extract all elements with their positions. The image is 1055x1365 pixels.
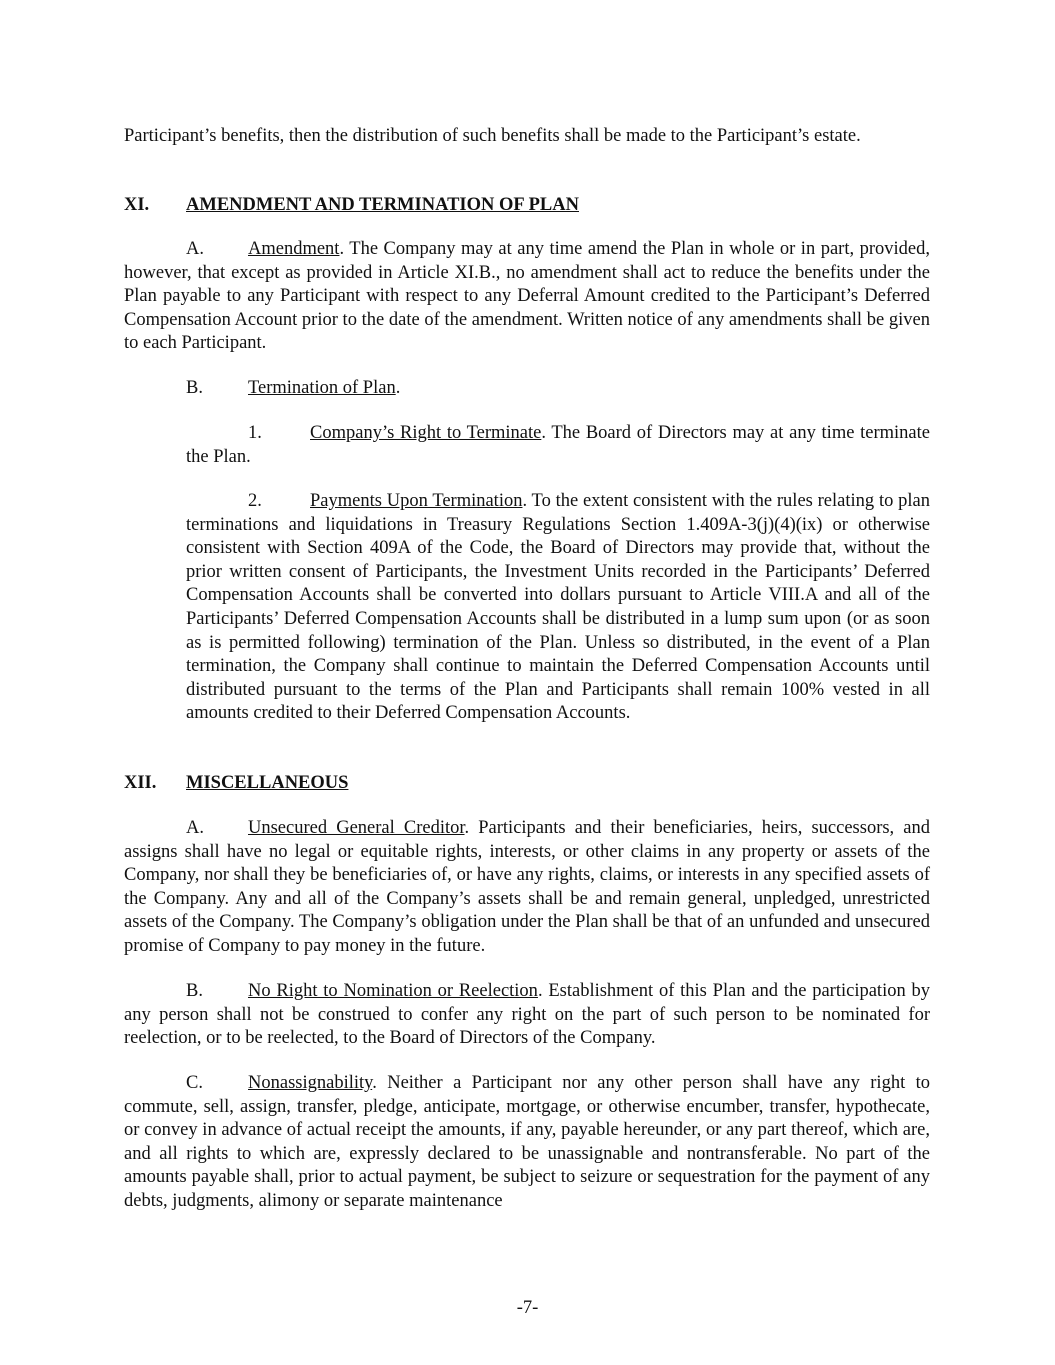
section-xi-b — [124, 377, 930, 401]
page-number: -7- — [516, 1298, 539, 1318]
continuation-text: Participant’s benefits, then the distribution of such benefits shall be made to the Participant’s estate. — [124, 126, 861, 146]
section-xi-a-heading: Amendment — [248, 239, 340, 259]
section-xi-b-heading: Termination of Plan — [248, 378, 396, 398]
section-xii-b — [124, 980, 930, 1051]
section-xi-b-2-label: 2. — [248, 491, 262, 511]
section-xi-b-1 — [186, 422, 930, 469]
section-xii-a-label: A. — [186, 818, 204, 838]
section-xi-b-1-label: 1. — [248, 423, 262, 443]
article-xi-number: XI. — [124, 195, 150, 215]
section-xi-a-label: A. — [186, 239, 204, 259]
section-xii-c-label: C. — [186, 1073, 203, 1093]
section-xii-c — [124, 1072, 930, 1214]
section-xi-b-2-heading: Payments Upon Termination — [310, 491, 523, 511]
section-xi-b-2-text: . To the extent consistent with the rules relating to plan terminations and liquidations in Treasury Regulations Section 1.409A-3(j)(4)(ix) or otherwise consistent with Section 409A of the Code, the Board of Directors may provide that, without the prior written consent of Participants, the Investment Units recorded in the Participants’ Deferred Compensation Accounts shall be converted into dollars pursuant to Article VIII.A and all of the Participants’ Deferred Compensation Accounts shall be distributed in a lump sum upon (or as soon as is permitted following) termination of the Plan. Unless so distributed, in the event of a Plan termination, the Company shall continue to maintain the Deferred Compensation Accounts until distributed pursuant to the terms of the Plan and Participants shall remain 100% vested in all amounts credited to their Deferred Compensation Accounts. — [186, 491, 930, 724]
section-xii-b-heading: No Right to Nomination or Reelection — [248, 981, 538, 1001]
section-xi-b-label: B. — [186, 378, 203, 398]
article-xii-title: MISCELLANEOUS — [186, 773, 349, 793]
section-xii-a-text: . Participants and their beneficiaries, heirs, successors, and assigns shall have no legal or equitable rights, interests, or other claims in any property or assets of the Company, nor shall they be beneficiaries of, or have any rights, claims, or interests in any specified assets of the Company. Any and all of the Company’s assets shall be and remain general, unpledged, unrestricted assets of the Company. The Company’s obligation under the Plan shall be that of an unfunded and unsecured promise of Company to pay money in the future. — [124, 818, 931, 956]
section-xii-a-heading: Unsecured General Creditor — [248, 818, 465, 838]
section-xi-b-2 — [186, 490, 930, 726]
article-xi-heading — [124, 194, 930, 218]
section-xii-c-text: . Neither a Participant nor any other person shall have any right to commute, sell, assign, transfer, pledge, anticipate, mortgage, or otherwise encumber, transfer, hypothecate, or convey in advance of actual receipt the amounts, if any, payable hereunder, or any part thereof, which are, and all rights to which are, expressly declared to be unassignable and nontransferable. No part of the amounts payable shall, prior to actual payment, be subject to seizure or sequestration for the payment of any debts, judgments, alimony or separate maintenance — [124, 1073, 930, 1211]
section-xi-b-1-heading: Company’s Right to Terminate — [310, 423, 542, 443]
section-xi-a — [124, 238, 930, 356]
section-xii-b-label: B. — [186, 981, 203, 1001]
section-xi-b-1-text: . The Board of Directors may at any time terminate the Plan. — [186, 423, 930, 467]
section-xi-b-period: . — [395, 378, 401, 398]
section-xii-c-heading: Nonassignability — [248, 1073, 373, 1093]
continuation-paragraph — [124, 125, 930, 149]
article-xi-title: AMENDMENT AND TERMINATION OF PLAN — [186, 195, 579, 215]
section-xi-a-text: . The Company may at any time amend the Plan in whole or in part, provided, however, that except as provided in Article XI.B., no amendment shall act to reduce the benefits under the Plan payable to any Participant with respect to any Deferral Amount credited to the Participant’s Deferred Compensation Account prior to the date of the amendment. Written notice of any amendments shall be given to each Participant. — [124, 239, 930, 354]
section-xii-b-text: . Establishment of this Plan and the participation by any person shall not be construed to confer any right on the part of such person to be nominated for reelection, or to be reelected, to the Board of Directors of the Company. — [124, 981, 930, 1049]
section-xii-a — [124, 817, 930, 959]
article-xii-number: XII. — [124, 773, 157, 793]
article-xii-heading — [124, 772, 930, 796]
